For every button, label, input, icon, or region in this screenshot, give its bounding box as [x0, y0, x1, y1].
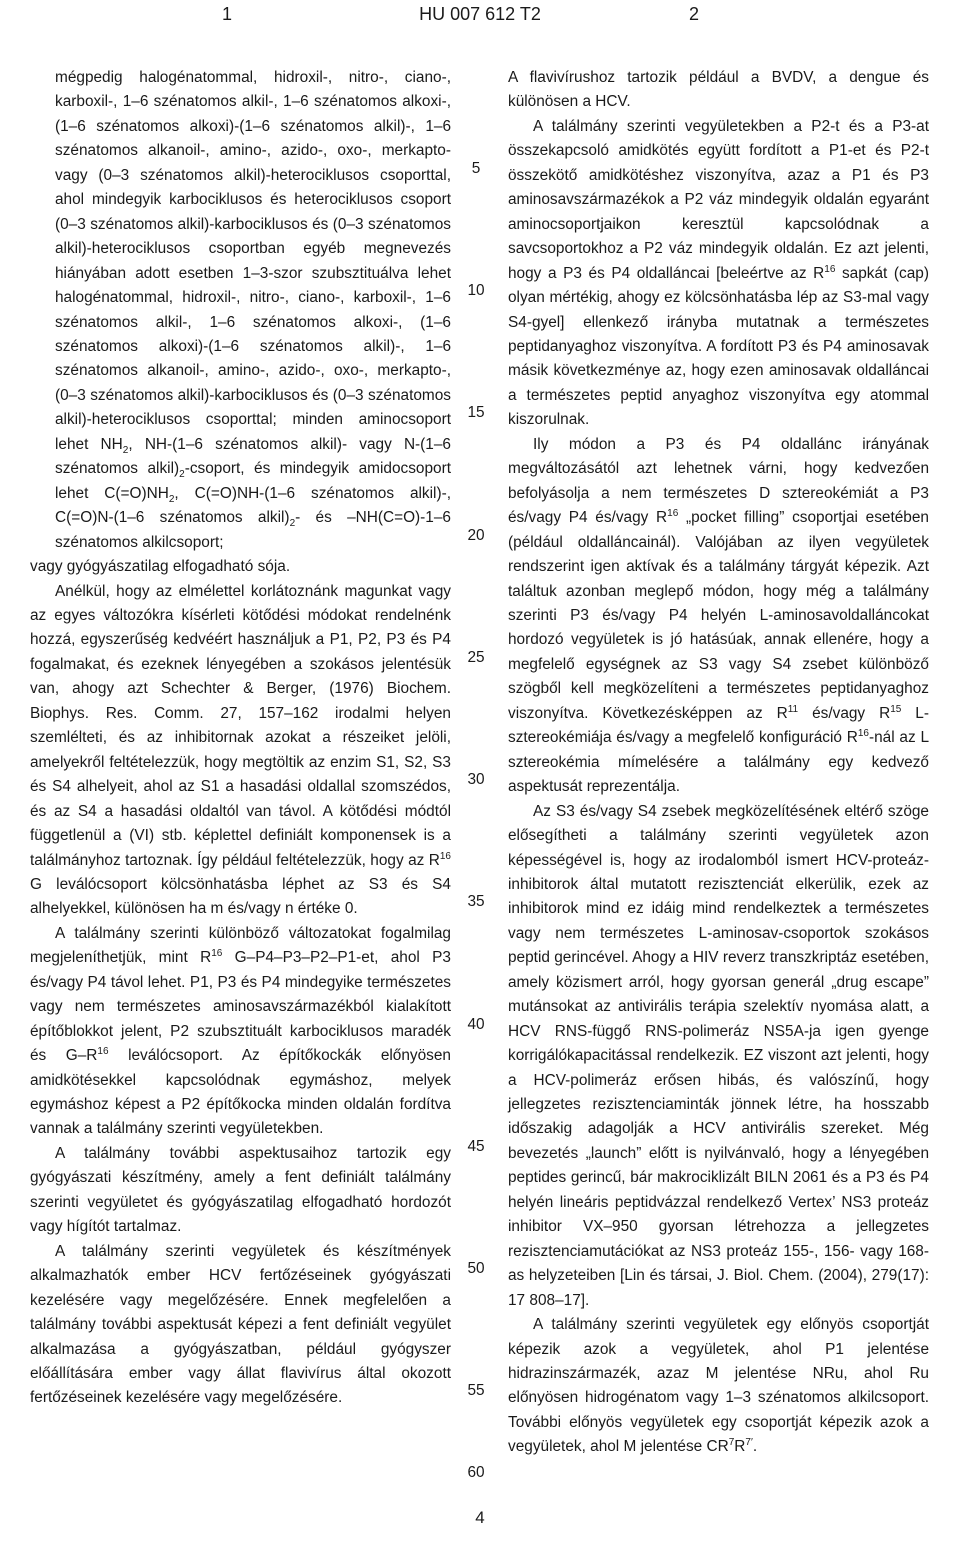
line-number: 45 [467, 1138, 485, 1155]
line-number: 25 [467, 649, 485, 666]
pharmaceutical-composition-paragraph: A találmány további aspektusaihoz tartozik egy gyógyászati készítmény, amely a fent definiált találmány szerinti vegyületet és gyógyászatilag elfogadható hordozót vagy hígítót tartalmaz. [30, 1144, 451, 1236]
footer-page-number: 4 [475, 1508, 485, 1527]
amide-bond-paragraph: A találmány szerinti vegyületekben a P2-t és a P3-at összekapcsoló amidkötés együtt fordított a P1-et és P2-t összekötő amidkötéshez viszonyítva, azaz a P1 és P3 aminosavszármazékok a P2 váz mindegyik oldalán egyaránt aminocsoportjaikon keresztül kapcsolódnak a savcsoportokhoz a P2 váz mindegyik oldalán. Ez azt jelenti, hogy a P3 és P4 oldalláncai [beleértve az $R^{16}$ sapkát (cap) olyan mértékig, ahogy ez kölcsönhatásba lép az S3-mal vagy S4-gyel] ellenkező irányba mutatnak a természetes peptidanyaghoz viszonyítva. A fordított P3 és P4 aminosavak másik következménye az, hogy ezen aminosavak oldalláncai a természetes peptid anyaghoz viszonyítva egy atommal kiszorulnak. [508, 117, 929, 429]
preferred-compounds-paragraph: A találmány szerinti vegyületek egy előnyös csoportját képezik azok a vegyületek, ahol P1 jelentése hidrazinszármazék, azaz M jelentése NRu, ahol Ru előnyösen hidrogénatom vagy 1–3 szénatomos alkilcsoport. További előnyös vegyületek egy csoportját képezik azok a vegyületek, ahol M jelentése $CR^7R^{7'}$. [508, 1316, 929, 1456]
salt-clause: vagy gyógyászatilag elfogadható sója. [30, 558, 291, 576]
line-number: 40 [467, 1016, 485, 1033]
binding-mode-paragraph: Anélkül, hogy az elmélettel korlátoznánk magunkat vagy az egyes változókra kísérleti kötődési módokat rendelnénk hozzá, egyszerűség kedvéért használjuk a P1, P2, P3 és P4 fogalmakat, és ezeknek lényegében a szokásos jelentésük van, ahogy azt Schechter & Berger, (1976) Biochem. Biophys. Res. Comm. 27, 157–162 irodalmi helyen szemlélteti, és az inhibitornak azokat a részeiket jelöli, amelyekről feltételezzük, hogy megtöltik az enzim S1, S2, S3 és S4 alhelyeit, ahol az S1 a hasadási oldallal szomszédos, és az S4 a hasadási oldaltól van távol. A kötődési módtól függetlenül a (VI) stb. képlettel definiált komponensek is a találmányhoz tartoznak. Így például feltételezzük, hogy az $R^{16}$ G leválócsoport kölcsönhatásba léphet az S3 és S4 alhelyekkel, különösen ha m és/vagy n értéke 0. [30, 582, 451, 918]
flavivirus-paragraph: A flavivírushoz tartozik például a BVDV, a dengue és különösen a HCV. [508, 69, 929, 111]
line-number: 35 [467, 893, 485, 910]
line-number: 15 [467, 404, 485, 421]
substituent-definition-paragraph: mégpedig halogénatommal, hidroxil-, nitro-, ciano-, karboxil-, 1–6 szénatomos alkil-, 1–6 szénatomos alkoxi-, (1–6 szénatomos alkoxi)-(1–6 szénatomos alkil)-, 1–6 szénatomos alkanoil-, amino-, azido-, oxo-, merkapto- vagy (0–3 szénatomos alkil)-heterociklusos csoporttal, ahol mindegyik karbociklusos és heterociklusos csoport (0–3 szénatomos alkil)-karbociklusos és (0–3 szénatomos alkil)-heterociklusos csoportban egyéb megnevezés hiányában adott esetben 1–3-szor szubsztituálva lehet halogénatommal, hidroxil-, nitro-, ciano-, karboxil-, 1–6 szénatomos alkil-, 1–6 szénatomos alkoxi-, (1–6 szénatomos alkoxi)-(1–6 szénatomos alkil)-, 1–6 szénatomos alkanoil-, amino-, azido-, oxo-, merkapto-, (0–3 szénatomos alkil)-karbociklusos és (0–3 szénatomos alkil)-heterociklusos csoporttal; minden aminocsoport lehet $NH_2$, NH-(1–6 szénatomos alkil)- vagy N-(1–6 szénatomos $alkil)_2$-csoport, és mindegyik amidocsoport lehet $C(=O)NH_2$, C(=O)NH-(1–6 szénatomos alkil)-, C(=O)N-(1–6 szénatomos $alkil)_2-$ és –NH(C=O)-1–6 szénatomos alkilcsoport; [55, 69, 451, 551]
resistance-paragraph: Az S3 és/vagy S4 zsebek megközelítésének eltérő szöge elősegítheti a találmány szerinti vegyületek azon képességével is, hogy az irodalomból ismert HCV-proteáz-inhibitorok által mutatott rezisztenciát elkerülik, ezek az inhibitorok mind ez idáig mind rendelkeztek a természetes vagy nem természetes L-aminosav-csoportok szokásos peptid gerincével. Ahogy a HIV reverz transzkriptáz esetében, amely közismert arról, hogy gyorsan generál „drug escape” mutánsokat az antivirális terápia szelektív nyomása alatt, a HCV RNS-függő RNS-polimeráz NS5A-ja igen gyenge korrigálókapacitással rendelkezik. EZ viszont azt jelenti, hogy a HCV-polimeráz erősen hibás, és valószínű, hogy jellegzetes rezisztenciaminták jönnek létre, ha hosszabb időszakig adagolják a HCV antivirális szereket. Még bevezetés „launch” előtt is nyilvánvaló, hogy a lényegében peptides gerincű, bár makrociklizált BILN 2061 és a P3 és P4 helyén lineáris peptidvázzal rendelkező Vertex’ NS3 proteáz inhibitor VX–950 gyorsan létrehozza a jellegzetes rezisztenciamutációkat az NS3 proteáz 155-, 156- vagy 168-as helyzeteiben [Lin és társai, J. Biol. Chem. (2004), 279(17): 17 808–17]. [508, 802, 929, 1309]
right-column [508, 66, 929, 1460]
left-column [30, 66, 451, 1411]
line-number: 55 [467, 1382, 485, 1399]
line-number: 30 [467, 771, 485, 788]
page-header [0, 0, 960, 30]
document-id: HU 007 612 T2 [419, 4, 541, 24]
right-page-number: 2 [689, 4, 700, 24]
left-page-number: 1 [222, 4, 233, 24]
stereochemistry-paragraph: Ily módon a P3 és P4 oldallánc irányának megváltozásától azt lehetnek várni, hogy kedvezően befolyásolja a nem természetes D sztereokémiát a P3 és/vagy P4 és/vagy $R^{16}$ „pocket filling” csoportjai esetében (például oldalláncainál). Valójában az ilyen vegyületek rendszerint igen aktívak és a találmány tárgyát képezik. Azt találtuk azonban meglepő módon, hogy még a találmány szerinti P3 és/vagy P4 helyén L-aminosavoldalláncokat hordozó vegyületek is jó hatásúak, annak ellenére, hogy a megfelelő egységnek az S3 vagy S4 zsebet különböző szögből kell megközelíteni a természetes peptidanyaghoz viszonyítva. Következésképpen az $R^{11}$ és/vagy $R^{15}$ L-sztereokémiája és/vagy a megfelelő konfiguráció $R^{16}$-nál az L sztereokémia mímelésére a találmány egy kedvező aspektusát reprezentálja. [508, 435, 930, 796]
line-number: 20 [467, 527, 485, 544]
line-number: 60 [467, 1464, 485, 1481]
line-number: 5 [471, 160, 481, 177]
building-block-paragraph: A találmány szerinti különböző változatokat fogalmilag megjeleníthetjük, mint $R^{16}$ G–P4–P3–P2–P1-et, ahol P3 és/vagy P4 távol lehet. P1, P3 és P4 mindegyike természetes vagy nem természetes aminosavszármazékból kialakított építőblokkot jelent, P2 szubsztituált karbociklusos maradék és $G-R^{16}$ leválócsoport. Az építőkockák előnyösen amidkötésekkel kapcsolódnak egymáshoz, melyek egymáshoz képest a P2 építőkocka minden oldalán fordítva vannak a találmány szerinti vegyületekben. [30, 924, 451, 1138]
line-number: 10 [467, 282, 485, 299]
medical-use-paragraph: A találmány szerinti vegyületek és készítmények alkalmazhatók ember HCV fertőzéseinek gyógyászati kezelésére vagy megelőzésére. Ennek megfelelően a találmány további aspektusát képezi a fent definiált vegyület alkalmazása a gyógyászatban, például gyógyszer előállítására ember vagy állat flavivírus által okozott fertőzéseinek kezelésére vagy megelőzésére. [30, 1242, 451, 1407]
line-number: 50 [467, 1260, 485, 1277]
